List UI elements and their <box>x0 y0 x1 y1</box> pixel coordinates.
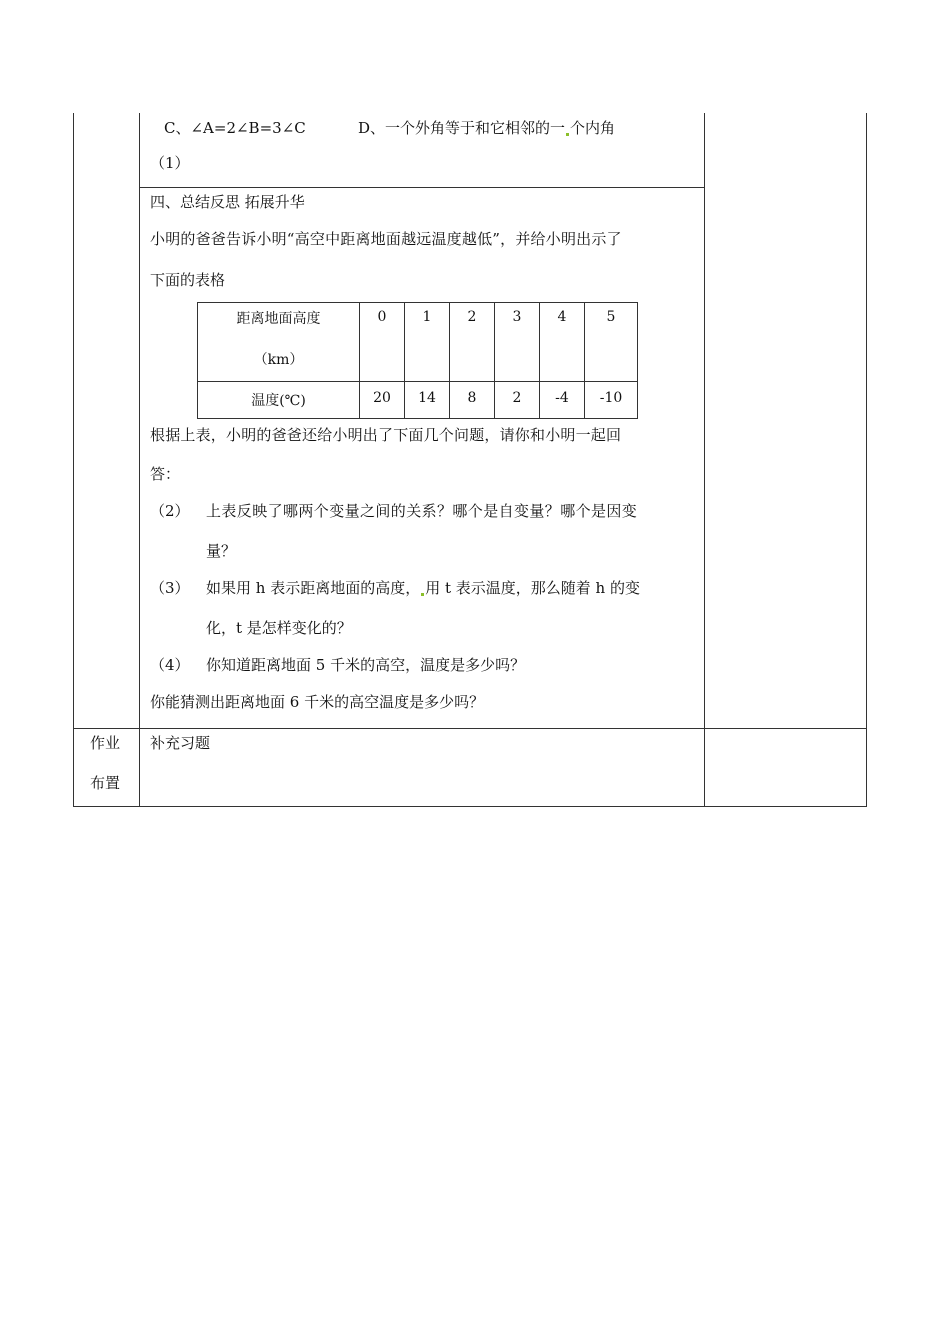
question-3-line-2: 化，t 是怎样变化的？ <box>206 619 352 637</box>
question-3-number: （3） <box>150 579 190 597</box>
homework-label-line-1: 作业 <box>90 734 121 752</box>
temp-cell: -10 <box>585 382 638 419</box>
question-3-line-1 <box>206 578 640 598</box>
homework-content: 补充习题 <box>150 734 211 752</box>
height-label: 距离地面高度 <box>236 311 321 327</box>
temp-cell: 20 <box>360 382 405 419</box>
table-row-temperature <box>198 382 638 419</box>
frame-col1-divider <box>139 113 140 807</box>
frame-left-border <box>73 113 74 807</box>
question-4-line-2: 你能猜测出距离地面 6 千米的高空温度是多少吗？ <box>150 693 485 711</box>
intro-line-2: 下面的表格 <box>150 271 226 289</box>
option-d <box>358 118 615 138</box>
after-table-line-2: 答： <box>150 465 181 483</box>
question-3-text-2: 用 t 表示温度，那么随着 h 的变 <box>425 579 640 597</box>
frame-col3-divider <box>704 113 705 807</box>
frame-right-border <box>866 113 867 807</box>
temp-cell: 8 <box>450 382 495 419</box>
option-d-text-1: D、一个外角等于和它相邻的一 <box>358 119 566 137</box>
height-cell: 4 <box>540 303 585 382</box>
question-4-number: （4） <box>150 656 190 674</box>
table-row-height <box>198 303 638 382</box>
height-header-cell <box>198 303 360 382</box>
marker-dot <box>421 593 424 596</box>
height-cell: 0 <box>360 303 405 382</box>
row-divider-homework <box>73 728 867 729</box>
height-cell: 3 <box>495 303 540 382</box>
marker-dot <box>566 133 569 136</box>
temperature-table <box>197 302 638 419</box>
after-table-line-1: 根据上表，小明的爸爸还给小明出了下面几个问题，请你和小明一起回 <box>150 426 622 444</box>
homework-label-line-2: 布置 <box>90 774 121 792</box>
option-d-text-2: 个内角 <box>570 119 616 137</box>
temp-cell: 14 <box>405 382 450 419</box>
temp-cell: 2 <box>495 382 540 419</box>
height-cell: 1 <box>405 303 450 382</box>
height-cell: 2 <box>450 303 495 382</box>
frame-bottom-border <box>73 806 867 807</box>
height-cell: 5 <box>585 303 638 382</box>
intro-line-1: 小明的爸爸告诉小明“高空中距离地面越远温度越低”，并给小明出示了 <box>150 230 622 248</box>
temp-label: 温度(℃) <box>198 382 360 419</box>
question-3-text-1: 如果用 h 表示距离地面的高度， <box>206 579 421 597</box>
answer-1: （1） <box>150 154 190 172</box>
question-2-line-1: 上表反映了哪两个变量之间的关系？哪个是自变量？哪个是因变 <box>206 502 638 520</box>
question-2-number: （2） <box>150 502 190 520</box>
question-4-line-1: 你知道距离地面 5 千米的高空，温度是多少吗？ <box>206 656 526 674</box>
row-divider-section4 <box>139 187 705 188</box>
section4-heading: 四、总结反思 拓展升华 <box>150 193 305 211</box>
temp-cell: -4 <box>540 382 585 419</box>
question-2-line-2: 量？ <box>206 542 237 560</box>
height-unit: （km） <box>253 352 304 368</box>
option-c: C、∠A=2∠B=3∠C <box>164 119 306 137</box>
